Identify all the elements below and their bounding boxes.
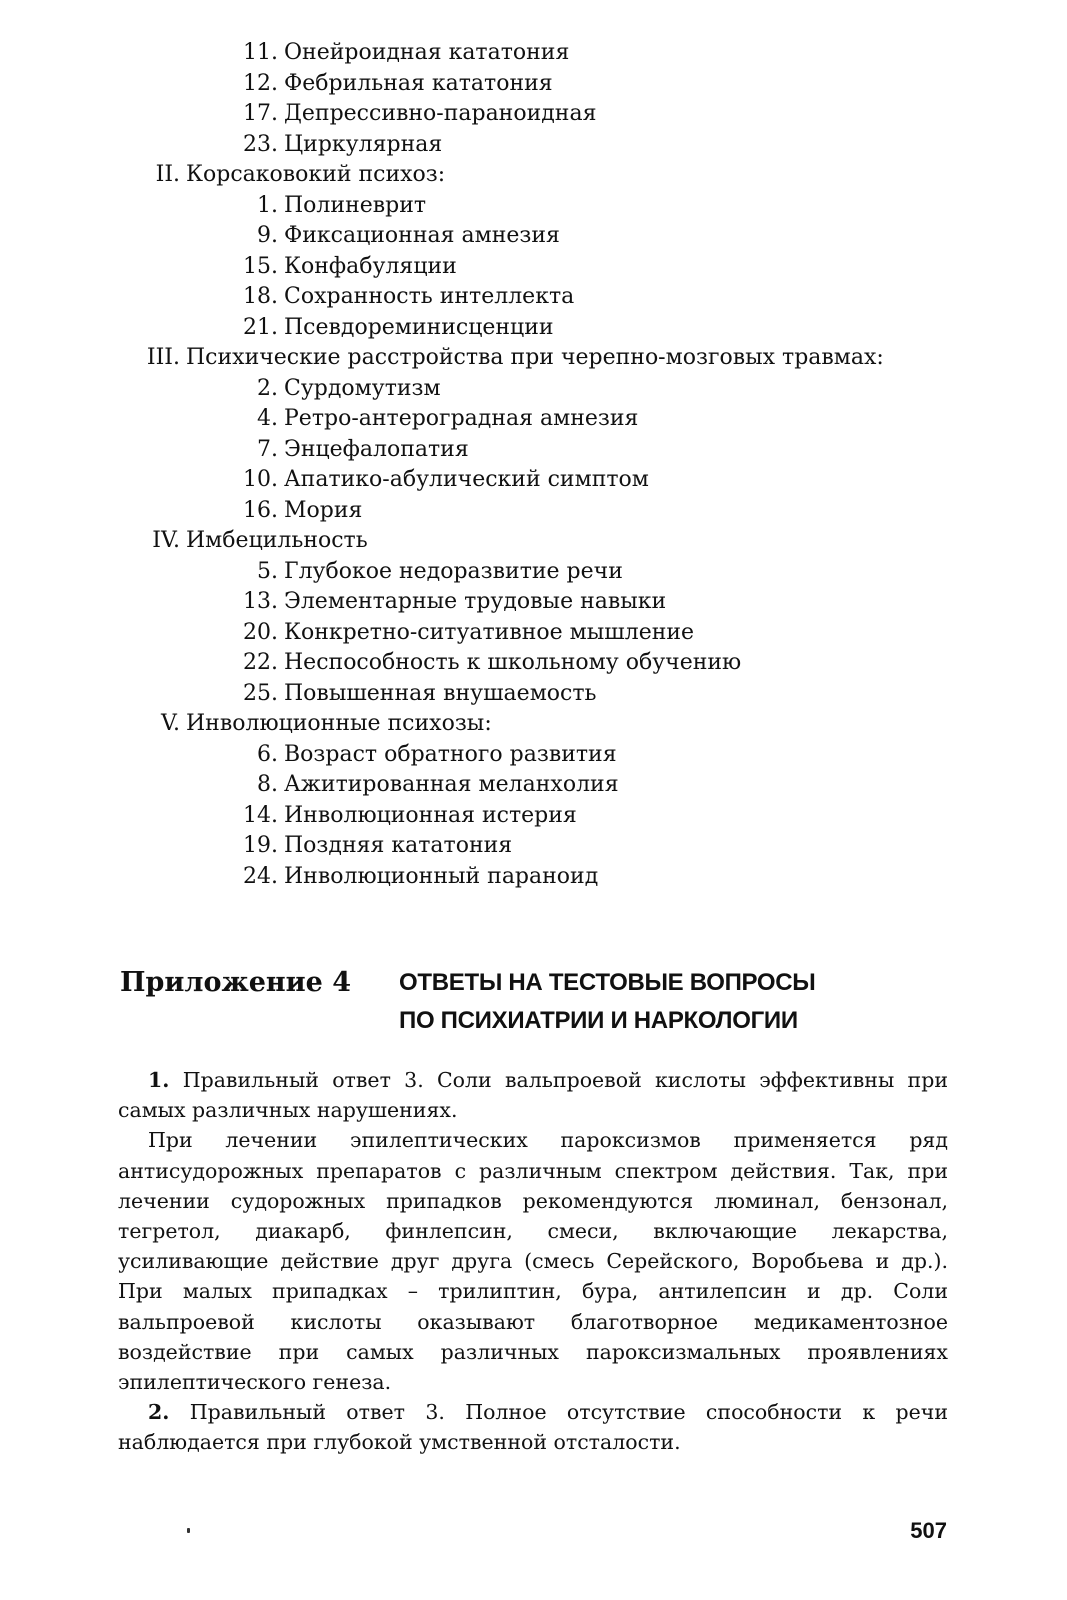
list-item bbox=[0, 313, 1067, 344]
list-item bbox=[0, 99, 1067, 130]
item-number: 21. bbox=[243, 314, 278, 340]
item-number: 23. bbox=[243, 131, 278, 157]
item-text: Поздняя кататония bbox=[284, 833, 513, 858]
list-item bbox=[0, 496, 1067, 527]
appendix-label: Приложение 4 bbox=[120, 967, 352, 998]
item-text: Фиксационная амнезия bbox=[284, 223, 560, 248]
list-section bbox=[0, 526, 1067, 557]
item-text: Инволюционная истерия bbox=[284, 802, 577, 828]
list-item bbox=[0, 374, 1067, 405]
item-text: Псевдореминисценции bbox=[284, 314, 554, 340]
item-number: 15. bbox=[243, 253, 278, 279]
list-item bbox=[0, 282, 1067, 313]
list-item bbox=[0, 404, 1067, 435]
list-item bbox=[0, 465, 1067, 496]
item-text: Сохранность интеллекта bbox=[284, 284, 575, 309]
item-text: Ретро-антероградная амнезия bbox=[284, 406, 639, 431]
appendix-title-line2: ПО ПСИХИАТРИИ И НАРКОЛОГИИ bbox=[399, 1007, 798, 1034]
section-number: IV. bbox=[152, 528, 180, 553]
list-item bbox=[0, 801, 1067, 832]
section-title: Корсаковокий психоз: bbox=[186, 162, 446, 187]
item-number: 7. bbox=[257, 436, 278, 462]
list-section bbox=[0, 709, 1067, 740]
list-item bbox=[0, 740, 1067, 771]
section-number: III. bbox=[146, 345, 180, 370]
list-item bbox=[0, 648, 1067, 679]
list-section bbox=[0, 343, 1067, 374]
list-item bbox=[0, 770, 1067, 801]
answer-number: 2. bbox=[148, 1400, 170, 1425]
item-text: Глубокое недоразвитие речи bbox=[284, 558, 623, 584]
list-item bbox=[0, 587, 1067, 618]
item-text: Мория bbox=[284, 497, 363, 523]
appendix-title bbox=[399, 964, 816, 1040]
item-number: 13. bbox=[243, 589, 278, 614]
answer-1-explanation: При лечении эпилептических пароксизмов применяется ряд антисудорожных препаратов с различным спектром действия. Так, при лечении судорожных припадков рекомендуются люминал, бензонал, тегретол, диакарб, финлепсин, смеси, включающие лекарства, усиливающие действие друг друга (смесь Серейского, Воробьева и др.). При малых припадках – трилиптин, бура, антилепсин и др. Соли вальпроевой кислоты оказывают благотворное медикаментозное воздействие при самых различных пароксизмальных проявлениях эпилептического генеза. bbox=[118, 1128, 948, 1395]
item-number: 4. bbox=[257, 406, 278, 431]
item-number: 20. bbox=[243, 619, 278, 645]
item-text: Возраст обратного развития bbox=[284, 741, 617, 767]
item-text: Конфабуляции bbox=[284, 253, 457, 279]
section-number: II. bbox=[155, 162, 180, 187]
item-text: Полиневрит bbox=[284, 192, 427, 218]
item-number: 6. bbox=[257, 741, 278, 767]
item-number: 17. bbox=[243, 101, 278, 126]
item-text: Циркулярная bbox=[284, 131, 443, 157]
item-number: 19. bbox=[243, 833, 278, 858]
list-item bbox=[0, 618, 1067, 649]
item-number: 9. bbox=[257, 223, 278, 248]
answer-text: Правильный ответ 3. Соли вальпроевой кислоты эффективны при самых различных нарушениях. bbox=[118, 1068, 948, 1123]
item-number: 11. bbox=[243, 40, 278, 65]
diagnosis-list bbox=[0, 38, 1067, 892]
list-section bbox=[0, 160, 1067, 191]
item-number: 8. bbox=[257, 772, 278, 797]
answer-1 bbox=[118, 1065, 948, 1125]
list-item bbox=[0, 191, 1067, 222]
item-text: Сурдомутизм bbox=[284, 375, 441, 401]
answer-text: Правильный ответ 3. Полное отсутствие способности к речи наблюдается при глубокой умственной отсталости. bbox=[118, 1400, 948, 1455]
item-number: 10. bbox=[243, 467, 278, 492]
list-item bbox=[0, 557, 1067, 588]
answer-2 bbox=[118, 1397, 948, 1457]
list-item bbox=[0, 252, 1067, 283]
answers-body bbox=[118, 1065, 948, 1458]
item-text: Неспособность к школьному обучению bbox=[284, 650, 742, 675]
item-number: 2. bbox=[257, 375, 278, 401]
section-title: Имбецильность bbox=[186, 528, 368, 553]
list-item bbox=[0, 69, 1067, 100]
item-text: Депрессивно-параноидная bbox=[284, 101, 597, 126]
item-text: Энцефалопатия bbox=[284, 436, 469, 462]
answer-number: 1. bbox=[148, 1068, 170, 1092]
list-item bbox=[0, 221, 1067, 252]
list-item bbox=[0, 130, 1067, 161]
item-text: Конкретно-ситуативное мышление bbox=[284, 619, 695, 645]
item-text: Фебрильная кататония bbox=[284, 70, 553, 96]
page-number: 507 bbox=[910, 1518, 947, 1543]
item-number: 12. bbox=[243, 70, 278, 96]
list-item bbox=[0, 862, 1067, 893]
item-text: Ажитированная меланхолия bbox=[284, 772, 619, 797]
item-number: 1. bbox=[257, 192, 278, 218]
print-speck bbox=[187, 1528, 190, 1533]
item-text: Инволюционный параноид bbox=[284, 863, 599, 889]
item-number: 18. bbox=[243, 284, 278, 309]
section-title: Инволюционные психозы: bbox=[186, 711, 492, 736]
item-number: 5. bbox=[257, 558, 278, 584]
item-text: Элементарные трудовые навыки bbox=[284, 589, 667, 614]
list-item bbox=[0, 38, 1067, 69]
item-number: 14. bbox=[243, 802, 278, 828]
list-item bbox=[0, 435, 1067, 466]
appendix-heading bbox=[120, 964, 960, 1044]
item-text: Апатико-абулический симптом bbox=[284, 467, 649, 492]
appendix-title-line1: ОТВЕТЫ НА ТЕСТОВЫЕ ВОПРОСЫ bbox=[399, 969, 816, 996]
item-text: Повышенная внушаемость bbox=[284, 680, 597, 706]
item-number: 22. bbox=[243, 650, 278, 675]
item-text: Онейроидная кататония bbox=[284, 40, 570, 65]
section-title: Психические расстройства при черепно-мозговых травмах: bbox=[186, 345, 884, 370]
item-number: 25. bbox=[243, 680, 278, 706]
item-number: 24. bbox=[243, 863, 278, 889]
list-item bbox=[0, 679, 1067, 710]
item-number: 16. bbox=[243, 497, 278, 523]
list-item bbox=[0, 831, 1067, 862]
section-number: V. bbox=[160, 711, 180, 736]
